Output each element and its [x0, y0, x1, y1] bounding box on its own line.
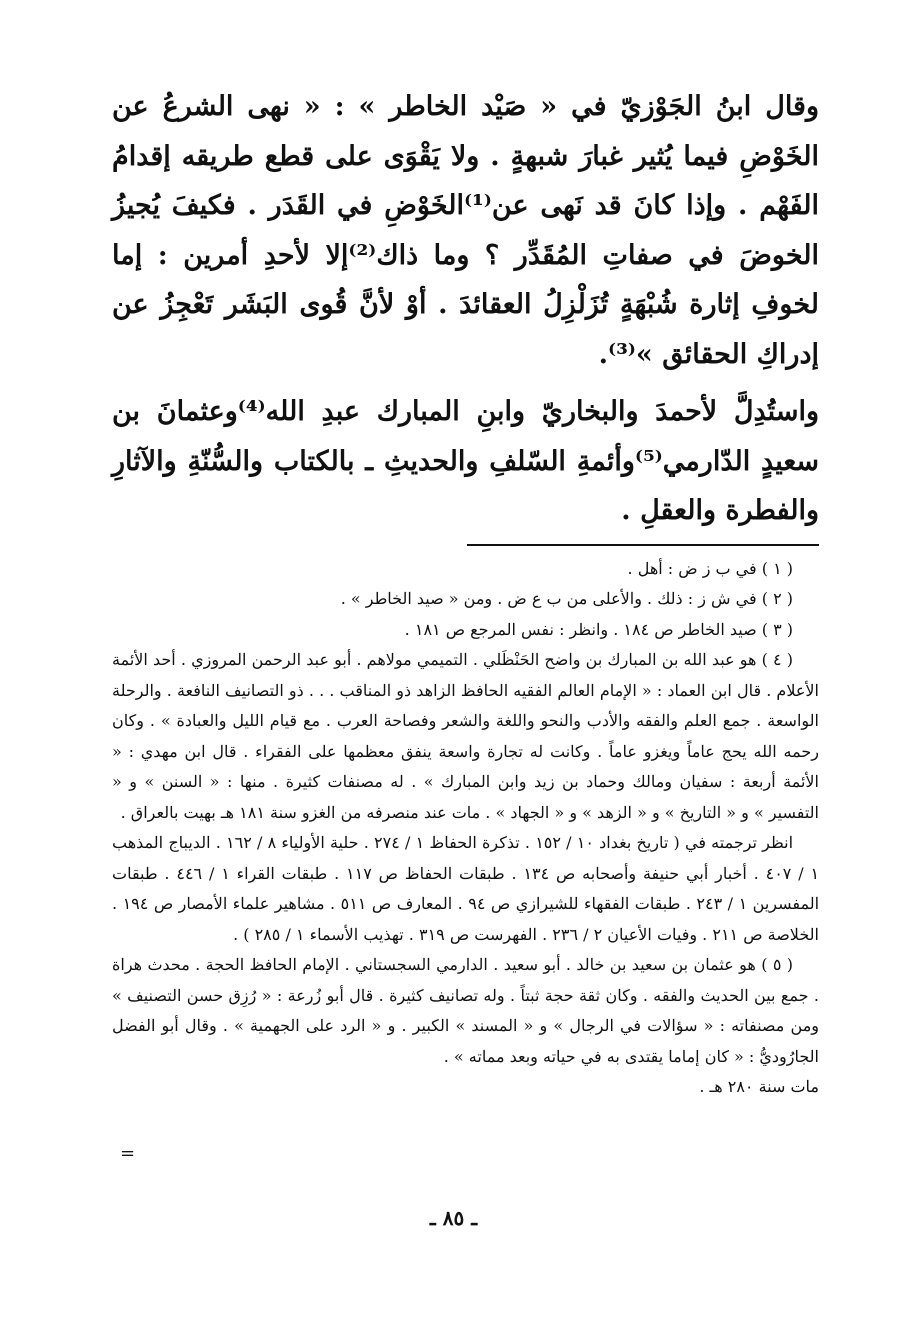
footnote-5: ( ٥ ) هو عثمان بن سعيد بن خالد . أبو سعيد . الدارمي السجستاني . الإمام الحافظ الحجة . محدث هراة . جمع بين الحديث والفقه . وكان ثقة حجة ثبتاً . وله تصانيف كثيرة . قال أبو زُرعة : « رُزِق حسن التصنيف » ومن مصنفاته : « سؤالات في الرجال » و « المسند » الكبير . و « الرد على الجهمية » . وقال أبو الفضل الجارُوديُّ : « كان إماما يقتدى به في حياته وبعد مماته » . [112, 955, 819, 1066]
footnote-4-references: انظر ترجمته في ( تاريخ بغداد ١٠ / ١٥٢ . تذكرة الحفاظ ١ / ٢٧٤ . حلية الأولياء ٨ / ١٦٢ . الديباج المذهب ١ / ٤٠٧ . أخبار أبي حنيفة وأصحابه ص ١٣٤ . طبقات الحفاظ ص ١١٧ . طبقات القراء ١ / ٤٤٦ . طبقات المفسرين ١ / ٢٤٣ . طبقات الفقهاء للشيرازي ص ٩٤ . المعارف ص ٥١١ . مشاهير علماء الأمصار ص ١٩٤ . الخلاصة ص ٢١١ . وفيات الأعيان ٢ / ٢٣٦ . الفهرست ص ٣١٩ . تهذيب الأسماء ١ / ٢٨٥ ) . [112, 833, 820, 944]
footnote-4: ( ٤ ) هو عبد الله بن المبارك بن واضح الحَنْظَلي . التميمي مولاهم . أبو عبد الرحمن المروزي . أحد الأئمة الأعلام . قال ابن العماد : « الإمام العالم الفقيه الحافظ الزاهد ذو المناقب . . . ذو التصانيف النافعة . والرحلة الواسعة . جمع العلم والفقه والأدب والنحو واللغة والشعر وفصاحة العرب . مع قيام الليل والعبادة » . وكان رحمه الله يحج عاماً ويغزو عاماً . وكانت له تجارة واسعة ينفق معظمها على الفقراء . قال ابن مهدي : « الأئمة أربعة : سفيان ومالك وحماد بن زيد وابن المبارك » . له مصنفات كثيرة . منها : « السنن » و « التفسير » و « التاريخ » و « الزهد » و « الجهاد » . مات عند منصرفه من الغزو سنة ١٨١ هـ بهيت بالعراق . [112, 650, 819, 822]
footnote-3: ( ٣ ) صيد الخاطر ص ١٨٤ . وانظر : نفس المرجع ص ١٨١ . [404, 619, 793, 639]
main-paragraph-1: وقال ابنُ الجَوْزيّ في « صَيْد الخاطر » : « نهى الشرعُ عن الخَوْضِ فيما يُثير غبارَ شبهةٍ . ولا يَقْوَى على قطع طريقه إقدامُ الفَهْم . وإذا كانَ قد نَهى عن⁽¹⁾الخَوْضِ في القَدَر . فكيفَ يُجيزُ الخوضَ في صفاتِ المُقَدِّر ؟ وما ذاك⁽²⁾إلا لأحدِ أمرين : إما لخوفِ إثارة شُبْهَةٍ تُزَلْزِلُ العقائدَ . أوْ لأنَّ قُوى البَشَر تَعْجِزُ عن إدراكِ الحقائق »⁽³⁾. [112, 91, 819, 370]
continuation-mark: = [120, 1143, 136, 1164]
footnote-1: ( ١ ) في ب ز ض : أهل . [627, 558, 793, 578]
main-paragraph-2: واستُدِلَّ لأحمدَ والبخاريّ وابنِ المبارك عبدِ الله⁽⁴⁾وعثمانَ بن سعيدٍ الدّارمي⁽⁵⁾وأئمةِ السّلفِ والحديثِ ـ بالكتاب والسُّنّةِ والآثارِ والفطرة والعقلِ . [112, 396, 819, 526]
footnote-2: ( ٢ ) في ش ز : ذلك . والأعلى من ب ع ض . ومن « صيد الخاطر » . [340, 589, 793, 608]
footnote-5-end: مات سنة ٢٨٠ هـ . [699, 1077, 819, 1096]
footnotes [112, 554, 819, 1103]
footnote-separator [467, 544, 819, 546]
page-number: ـ ٨٥ ـ [429, 1206, 478, 1230]
